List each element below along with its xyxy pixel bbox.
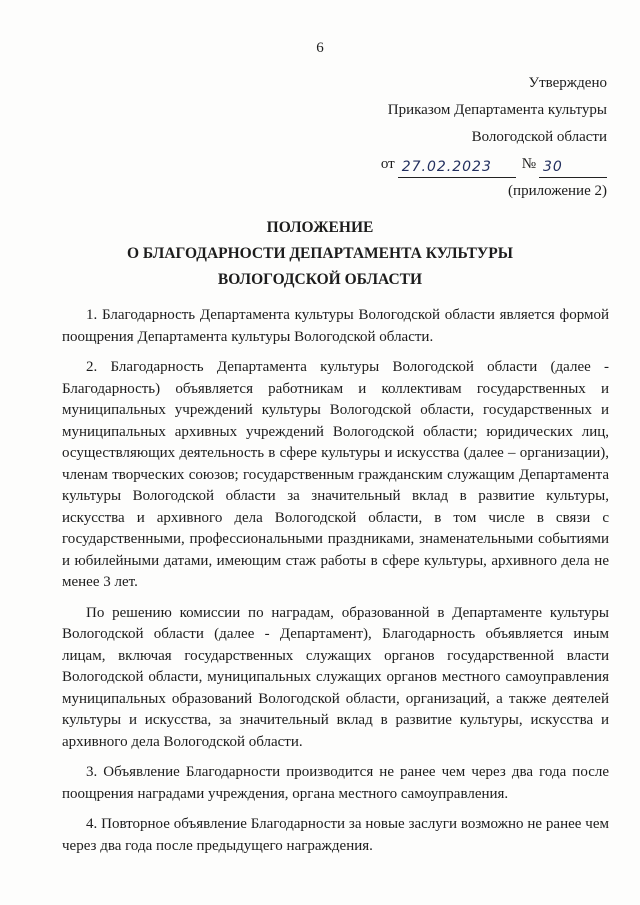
date-prefix: от: [380, 156, 395, 172]
paragraph-4: 4. Повторное объявление Благодарности за новые заслуги возможно не ранее чем через два года после предыдущего награждения.: [62, 816, 609, 854]
approval-region: Вологодской области: [471, 129, 607, 145]
title-line-3: ВОЛОГОДСКОЙ ОБЛАСТИ: [217, 271, 423, 288]
approval-block: [307, 70, 607, 205]
number-label: №: [521, 156, 536, 172]
handwritten-date: 27.02.2023: [401, 159, 492, 175]
appendix-note: (приложение 2): [508, 183, 607, 199]
page-number: 6: [316, 40, 324, 56]
document-title: [0, 215, 640, 293]
title-line-1: ПОЛОЖЕНИЕ: [266, 219, 374, 236]
approval-date-number-row: [307, 151, 607, 178]
handwritten-number: 30: [543, 159, 563, 175]
number-field: [539, 157, 607, 178]
title-line-2: О БЛАГОДАРНОСТИ ДЕПАРТАМЕНТА КУЛЬТУРЫ: [126, 245, 513, 262]
date-field: [398, 157, 516, 178]
approval-status: Утверждено: [528, 75, 607, 91]
document-body: [62, 305, 609, 866]
paragraph-2: 2. Благодарность Департамента культуры Вологодской области (далее - Благодарность) объявляется работникам и коллективам государственных и муниципальных учреждений культуры Вологодской области, государственных и муниципальных архивных учреждений Вологодской области; юридических лиц, осуществляющих деятельность в сфере культуры и искусства (далее – организации), членам творческих союзов; государственным гражданским служащим Департамента культуры Вологодской области за значительный вклад в развитие культуры, искусства и архивного дела Вологодской области, в том числе в связи с государственными, профессиональными праздниками, знаменательными событиями и юбилейными датами, имеющим стаж работы в сфере культуры, архивного дела не менее 3 лет.: [62, 359, 609, 590]
paragraph-1: 1. Благодарность Департамента культуры Вологодской области является формой поощрения Департамента культуры Вологодской области.: [62, 307, 609, 345]
paragraph-3: 3. Объявление Благодарности производится не ранее чем через два года после поощрения наградами учреждения, органа местного самоуправления.: [62, 764, 609, 802]
approval-order: Приказом Департамента культуры: [387, 102, 607, 118]
paragraph-2-continuation: По решению комиссии по наградам, образованной в Департаменте культуры Вологодской области (далее - Департамент), Благодарность объявляется иным лицам, включая государственных служащих органов государственной власти Вологодской области, муниципальных служащих органов местного самоуправления муниципальных образований Вологодской области, организаций, а также деятелей культуры и искусства, за значительный вклад в развитие культуры, искусства и архивного дела Вологодской области.: [62, 604, 609, 750]
